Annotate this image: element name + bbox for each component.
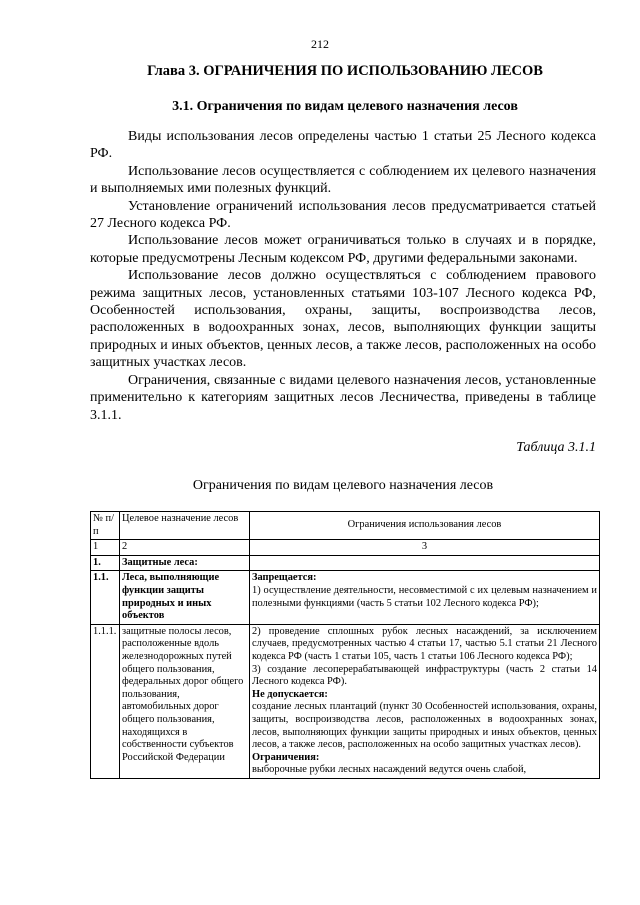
body-text — [90, 128, 596, 424]
prohibited-heading: Запрещается: — [252, 572, 317, 584]
not-allowed-text: создание лесных плантаций (пункт 30 Особенностей использования, охраны, защиты, воспроизводства лесов, расположенных в водоохранных зонах, лесов, выполняющих функции защиты природных и иных объектов, ценных лесов, а также лесов, расположенных на особо защитных участках лесов). — [252, 701, 597, 751]
table-row — [91, 571, 600, 624]
section-number: 1. — [91, 555, 120, 571]
restrictions-text: выборочные рубки лесных насаждений ведутся очень слабой, — [252, 764, 527, 776]
index-cell: 2 — [120, 540, 250, 556]
chapter-title: Глава 3. ОГРАНИЧЕНИЯ ПО ИСПОЛЬЗОВАНИЮ ЛЕСОВ — [147, 63, 543, 79]
paragraph: Ограничения, связанные с видами целевого назначения лесов, установленные применительно к категориям защитных лесов Лесничества, приведены в таблице 3.1.1. — [90, 372, 596, 423]
section-title: 3.1. Ограничения по видам целевого назначения лесов — [172, 99, 518, 114]
table-number: Таблица 3.1.1 — [516, 440, 596, 455]
table-section-row — [91, 555, 600, 571]
row-number: 1.1. — [91, 571, 120, 624]
restrictions-heading: Ограничения: — [252, 751, 320, 763]
table-header-row — [91, 512, 600, 540]
table-title: Ограничения по видам целевого назначения лесов — [192, 478, 494, 493]
table-index-row — [91, 540, 600, 556]
restrictions-table — [90, 511, 600, 779]
header-restrictions: Ограничения использования лесов — [250, 512, 600, 540]
row-restrictions — [250, 571, 600, 624]
header-number: № п/п — [91, 512, 120, 540]
index-cell: 1 — [91, 540, 120, 556]
paragraph: Установление ограничений использования лесов предусматривается статьей 27 Лесного кодекса РФ. — [90, 198, 596, 232]
empty-cell — [250, 555, 600, 571]
row-purpose: защитные полосы лесов, расположенные вдоль железнодорожных путей общего пользования, федеральных дорог общего пользования, автомобильных дорог общего пользования, находящихся в собственности субъектов Российской Федерации — [120, 624, 250, 778]
restriction-item: 1) осуществление деятельности, несовместимой с их целевым назначением и полезными функциями (часть 5 статьи 102 Лесного кодекса РФ); — [252, 584, 597, 609]
paragraph: Использование лесов должно осуществляться с соблюдением правового режима защитных лесов, установленных статьями 103-107 Лесного кодекса РФ, Особенностей использования, охраны, защиты, воспроизводства лесов, расположенных в водоохранных зонах, лесов, выполняющих функции защиты природных и иных объектов, ценных лесов, а также лесов, расположенных на особо защитных участках лесов. — [90, 268, 596, 371]
row-purpose: Леса, выполняющие функции защиты природных и иных объектов — [120, 571, 250, 624]
paragraph: Виды использования лесов определены частью 1 статьи 25 Лесного кодекса РФ. — [90, 129, 596, 162]
row-restrictions — [250, 624, 600, 778]
header-purpose: Целевое назначение лесов — [120, 512, 250, 540]
table-row — [91, 624, 600, 778]
section-label: Защитные леса: — [120, 555, 250, 571]
page-number: 212 — [311, 37, 329, 51]
restriction-item: 3) создание лесоперерабатывающей инфраструктуры (часть 2 статьи 14 Лесного кодекса РФ). — [252, 663, 597, 688]
paragraph: Использование лесов осуществляется с соблюдением их целевого назначения и выполняемых ими полезных функций. — [90, 163, 596, 197]
not-allowed-heading: Не допускается: — [252, 688, 328, 700]
row-number: 1.1.1. — [91, 624, 120, 778]
restriction-item: 2) проведение сплошных рубок лесных насаждений, за исключением случаев, предусмотренных частью 4 статьи 17, частью 5.1 статьи 21 Лесного кодекса РФ (часть 1 статьи 105, часть 1 статьи 106 Лесного кодекса РФ); — [252, 625, 597, 662]
index-cell: 3 — [250, 540, 600, 556]
paragraph: Использование лесов может ограничиваться только в случаях и в порядке, которые предусмотрены Лесным кодексом РФ, другими федеральными законами. — [90, 233, 596, 266]
